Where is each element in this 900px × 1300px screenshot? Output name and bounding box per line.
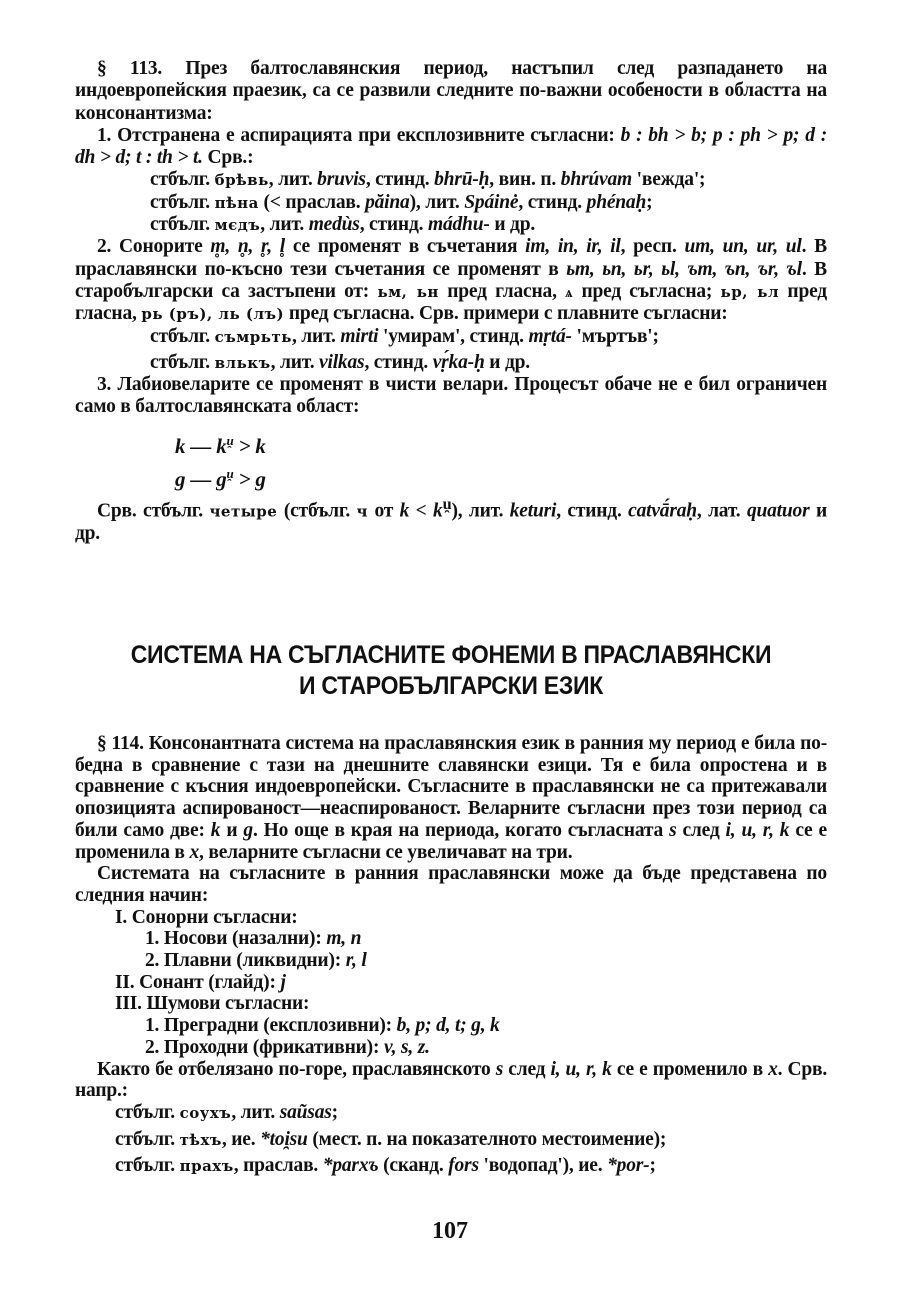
- example-line: [115, 1102, 827, 1125]
- body-text: се е променила в: [75, 819, 827, 863]
- paragraph-114-intro: [75, 733, 827, 863]
- italic-word: fors: [448, 1155, 479, 1177]
- subclass-label: 2. Проходни (фрикативни):: [145, 1036, 380, 1058]
- paragraph-113-intro: § 113. През балтославянския период, настъпил след разпадането на индоевропейския праезик, са се развили следните по-важни особености в областта на консонантизма:: [75, 58, 827, 124]
- ocs-word: ьр, ьл: [720, 282, 780, 301]
- italic-word: bhrúvam: [560, 169, 632, 191]
- example-text: ;: [331, 1101, 338, 1123]
- body-text: след: [682, 819, 720, 841]
- italic-word: Spáinė: [464, 191, 519, 213]
- compare-text: от: [374, 500, 394, 522]
- item2-text: пред гласна,: [75, 280, 827, 325]
- subclass-stop: [145, 1015, 827, 1037]
- formula-part: g — g: [175, 466, 227, 491]
- item1-formula: b : bh > b; p : ph > p; d : dh > d; t : th > t.: [75, 124, 827, 169]
- italic-word: x: [768, 1058, 778, 1080]
- item2-text: пред гласна,: [447, 280, 557, 302]
- example-text: 'водопад'), ие.: [478, 1155, 608, 1177]
- italic-word: păina: [365, 191, 410, 213]
- item1-tail: Срв.:: [207, 147, 254, 169]
- italic-word: um, un, ur, ul: [684, 236, 802, 258]
- body-text: се е променило в: [616, 1058, 763, 1080]
- example-text: и др.: [484, 351, 530, 373]
- paragraph-113-item3: 3. Лабиовеларите се променят в чисти велари. Процесът обаче не е бил ограничен само в балтославянската област:: [75, 374, 827, 418]
- formula-sup: u̯: [442, 494, 452, 513]
- formula-g: [175, 460, 827, 493]
- example-line: [150, 214, 827, 236]
- italic-word: phénaḥ: [586, 191, 647, 213]
- ocs-word: прахъ: [179, 1157, 234, 1176]
- example-line: [150, 192, 827, 214]
- italic-word: m̥, n̥, r̥, l̥: [210, 236, 285, 258]
- italic-word: bruvis: [317, 169, 366, 191]
- italic-word: saũsas: [279, 1101, 332, 1123]
- example-line: [150, 326, 827, 348]
- ocs-word: мєдъ: [214, 216, 261, 235]
- paragraph-114-system: Системата на съгласните в ранния праславянски може да бъде представена по следния начин:: [75, 863, 827, 906]
- italic-word: im, in, ir, il: [525, 236, 621, 258]
- compare-text: и др.: [75, 500, 828, 544]
- example-line: [115, 1155, 827, 1178]
- italic-word: vilkas: [319, 351, 365, 373]
- body-text: и: [226, 819, 238, 841]
- class-sonorant: [115, 907, 827, 929]
- italic-word: mṛtá-: [528, 325, 572, 347]
- italic-word: *toi̯su: [260, 1128, 308, 1150]
- item2-text: пред съгласна. Срв. примери с плавните съгласни:: [288, 303, 728, 325]
- italic-word: ьm, ьn, ьr, ьl, ъm, ъn, ъr, ъl: [566, 258, 802, 280]
- example-text: , стинд.: [359, 214, 428, 236]
- example-text: и др.: [489, 214, 536, 236]
- ocs-word: ѧ: [565, 282, 574, 301]
- formula-part: > g: [233, 466, 266, 491]
- example-line: [150, 169, 827, 191]
- paragraph-113-item1: [75, 125, 827, 170]
- example-text: (мест. п. на показателното местоимение);: [307, 1128, 667, 1150]
- paragraph-114-note: [75, 1059, 827, 1102]
- subclass-label: 1. Преградни (експлозивни):: [145, 1015, 392, 1037]
- compare-text: (стбълг.: [283, 500, 351, 522]
- example-line: [150, 352, 827, 374]
- italic-word: b, p; d, t; g, k: [396, 1015, 500, 1037]
- ocs-word: рь (ръ), ль (лъ): [141, 305, 285, 324]
- italic-word: *parxъ: [322, 1155, 379, 1177]
- italic-word: i, u, r, k: [725, 819, 790, 841]
- example-text: , стинд.: [518, 191, 587, 213]
- compare-text: ), лит.: [451, 500, 504, 522]
- example-text: 'мъртъв';: [571, 325, 659, 347]
- example-line: [115, 1129, 827, 1152]
- item2-text: . В старобългарски са застъпени от:: [75, 258, 827, 302]
- example-text: , лит.: [291, 325, 341, 347]
- section-heading: [105, 640, 797, 702]
- class-label: III. Шумови съгласни:: [115, 993, 310, 1015]
- formula-sup: u̯: [226, 465, 234, 481]
- heading-line-2: И СТАРОБЪЛГАРСКИ ЕЗИК: [299, 672, 603, 700]
- formula-sup: u̯: [226, 432, 234, 448]
- class-obstruent: [115, 993, 827, 1015]
- italic-word: bhrū-ḥ: [434, 169, 490, 191]
- section-113: [75, 58, 827, 545]
- class-label: I. Сонорни съгласни:: [115, 906, 298, 928]
- item2-text: , респ.: [620, 236, 677, 258]
- compare-text: Срв. стбълг.: [97, 500, 203, 522]
- heading-line-1: СИСТЕМА НА СЪГЛАСНИТЕ ФОНЕМИ В ПРАСЛАВЯНСКИ: [130, 641, 772, 669]
- item2-text: 2. Сонорите: [97, 236, 203, 258]
- body-text: . Но още в края на периода, когато съгласната: [252, 819, 664, 841]
- ocs-word: пѣна: [214, 193, 259, 212]
- italic-word: *por-: [607, 1155, 650, 1177]
- example-text: 'умирам', стинд.: [378, 325, 529, 347]
- italic-word: r, l: [345, 950, 367, 972]
- example-prefix: стбълг.: [150, 351, 210, 373]
- italic-word: quatuor: [746, 500, 810, 522]
- class-glide: [115, 972, 827, 994]
- example-text: (сканд.: [378, 1155, 449, 1177]
- subclass-nasal: [145, 928, 827, 950]
- example-text: , вин. п.: [489, 169, 561, 191]
- example-text: , лит.: [231, 1101, 280, 1123]
- italic-word: v, s, z.: [383, 1036, 430, 1058]
- item1-text: 1. Отстранена е аспирацията при експлозивните съгласни:: [97, 124, 615, 146]
- formula-k: [175, 427, 827, 460]
- example-text: , лит.: [268, 169, 318, 191]
- italic-word: keturi: [509, 500, 557, 522]
- example-prefix: стбълг.: [115, 1101, 175, 1123]
- ocs-word: соухъ: [179, 1103, 232, 1122]
- subclass-liquid: [145, 950, 827, 972]
- body-text: , веларните съгласни се увеличават на три.: [199, 841, 573, 863]
- example-text: 'вежда';: [631, 169, 706, 191]
- italic-word: medùs: [308, 214, 360, 236]
- formula-part: > k: [233, 433, 266, 458]
- italic-word: x: [189, 841, 200, 863]
- italic-word: g: [243, 819, 253, 841]
- compare-text: , стинд.: [556, 500, 622, 522]
- example-text: (< праслав.: [258, 191, 366, 213]
- formula-part: k — k: [175, 433, 227, 458]
- example-text: ;: [646, 191, 653, 213]
- ocs-word: ьм, ьн: [377, 282, 439, 301]
- subclass-label: 2. Плавни (ликвидни):: [145, 950, 342, 972]
- example-prefix: стбълг.: [150, 325, 210, 347]
- ocs-word: съмрьть: [214, 327, 292, 346]
- ocs-word: брѣвь: [214, 171, 269, 190]
- example-text: , стинд.: [365, 169, 435, 191]
- example-text: , лит.: [260, 214, 309, 236]
- item2-text: се променят в съчетания: [292, 236, 518, 258]
- ocs-word: ч: [356, 502, 369, 521]
- example-text: , ие.: [221, 1128, 261, 1150]
- example-prefix: стбълг.: [150, 214, 210, 236]
- example-text: , лит.: [270, 351, 320, 373]
- item2-text: пред съгласна;: [581, 280, 713, 302]
- ocs-word: влькъ: [214, 353, 271, 372]
- example-text: , стинд.: [364, 351, 433, 373]
- italic-word: i, u, r, k: [550, 1058, 612, 1080]
- italic-word: mirti: [340, 325, 379, 347]
- body-text: Както бе отбелязано по-горе, праславянското: [97, 1058, 491, 1080]
- italic-word: j: [280, 971, 286, 993]
- body-text: . Срв. напр.:: [75, 1058, 828, 1102]
- example-prefix: стбълг.: [115, 1155, 175, 1177]
- body-text: § 114. Консонантната система на праславянския език в ранния му период е била по-бедна в сравнение с тази на днешните славянски езици. Тя е била опростена и в сравнение с късния индоевропейски. Съгласните в праславянски не са притежавали опозицията аспированост—неаспированост. Веларните съгласни през този период са били само две:: [75, 733, 827, 841]
- example-text: ), лит.: [409, 191, 465, 213]
- ocs-word: четыре: [209, 502, 278, 521]
- page-number: 107: [432, 1218, 468, 1244]
- italic-word: s: [495, 1058, 504, 1080]
- ocs-word: тѣхъ: [179, 1130, 222, 1149]
- italic-word: k < k: [399, 500, 443, 522]
- example-prefix: стбълг.: [150, 191, 210, 213]
- paragraph-113-compare: [75, 493, 827, 545]
- section-114: [75, 733, 827, 1178]
- formula-block: [175, 427, 827, 493]
- italic-word: k: [210, 819, 221, 841]
- subclass-label: 1. Носови (назални):: [145, 928, 322, 950]
- subclass-fricative: [145, 1037, 827, 1059]
- class-label: II. Сонант (глайд):: [115, 971, 276, 993]
- example-prefix: стбълг.: [150, 169, 210, 191]
- italic-word: m, n: [326, 928, 362, 950]
- italic-word: mádhu-: [427, 214, 490, 236]
- italic-word: catvā́raḥ: [628, 500, 697, 522]
- example-prefix: стбълг.: [115, 1128, 175, 1150]
- example-text: ;: [649, 1155, 656, 1177]
- paragraph-113-item2: [75, 236, 827, 325]
- italic-word: vṛ́ka-ḥ: [432, 351, 485, 373]
- compare-text: , лат.: [696, 500, 741, 522]
- item2-text: . В праславянски по-късно тези съчетания се променят в: [75, 236, 827, 280]
- italic-word: s: [669, 819, 677, 841]
- example-text: , праслав.: [233, 1155, 323, 1177]
- body-text: след: [508, 1058, 546, 1080]
